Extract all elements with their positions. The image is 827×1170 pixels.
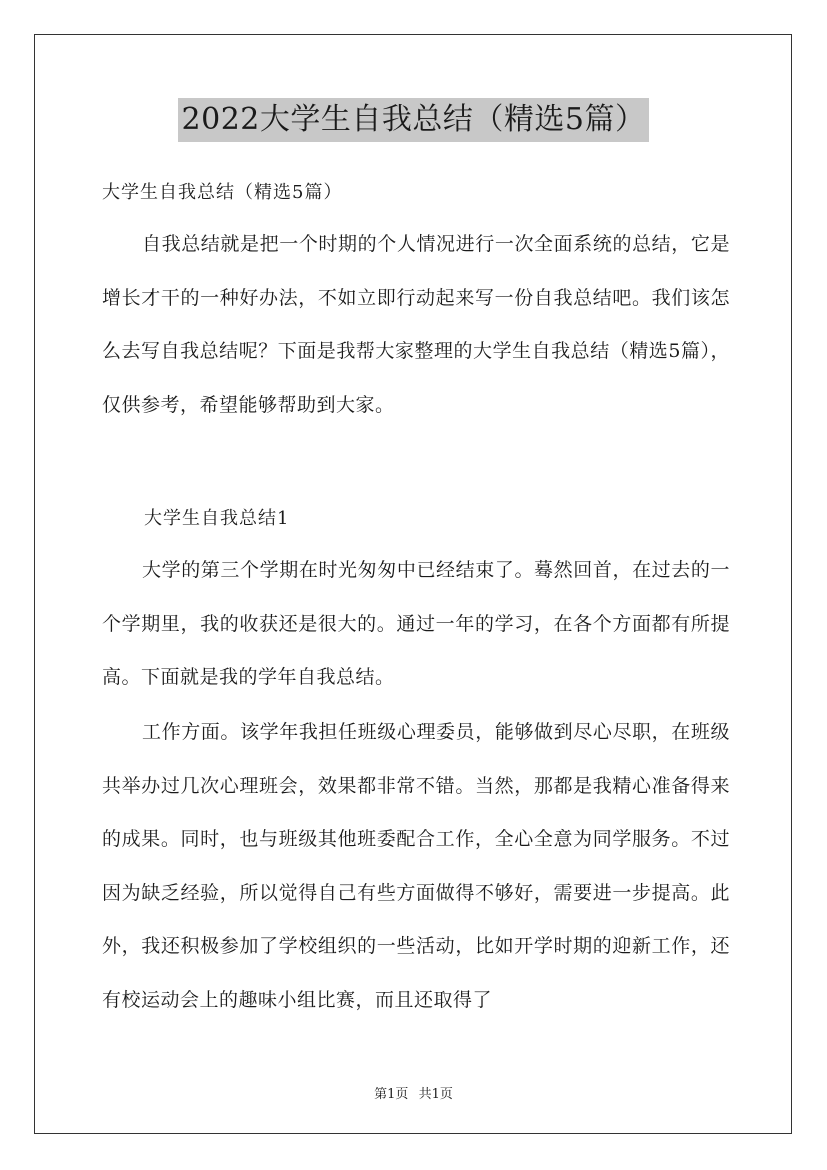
page-footer: [0, 1083, 827, 1102]
page-number: 第1页: [374, 1087, 409, 1102]
intro-paragraph: 自我总结就是把一个时期的个人情况进行一次全面系统的总结，它是增长才干的一种好办法，不如立即行动起来写一份自我总结吧。我们该怎么去写自我总结呢？下面是我帮大家整理的大学生自我总结（精选5篇），仅供参考，希望能够帮助到大家。: [102, 233, 730, 416]
body-paragraph-1: 大学的第三个学期在时光匆匆中已经结束了。蓦然回首，在过去的一个学期里，我的收获还是很大的。通过一年的学习，在各个方面都有所提高。下面就是我的学年自我总结。: [102, 559, 730, 688]
document-subtitle: 大学生自我总结（精选5篇）: [102, 182, 343, 203]
title-container: [0, 98, 827, 142]
total-pages: 共1页: [418, 1087, 453, 1102]
body-paragraph-2: 工作方面。该学年我担任班级心理委员，能够做到尽心尽职，在班级共举办过几次心理班会，效果都非常不错。当然，那都是我精心准备得来的成果。同时，也与班级其他班委配合工作，全心全意为同学服务。不过因为缺乏经验，所以觉得自己有些方面做得不够好，需要进一步提高。此外，我还积极参加了学校组织的一些活动，比如开学时期的迎新工作，还有校运动会上的趣味小组比赛，而且还取得了: [102, 721, 730, 1011]
section-heading: 大学生自我总结1: [144, 508, 290, 529]
document-title: 2022大学生自我总结（精选5篇）: [178, 98, 650, 142]
